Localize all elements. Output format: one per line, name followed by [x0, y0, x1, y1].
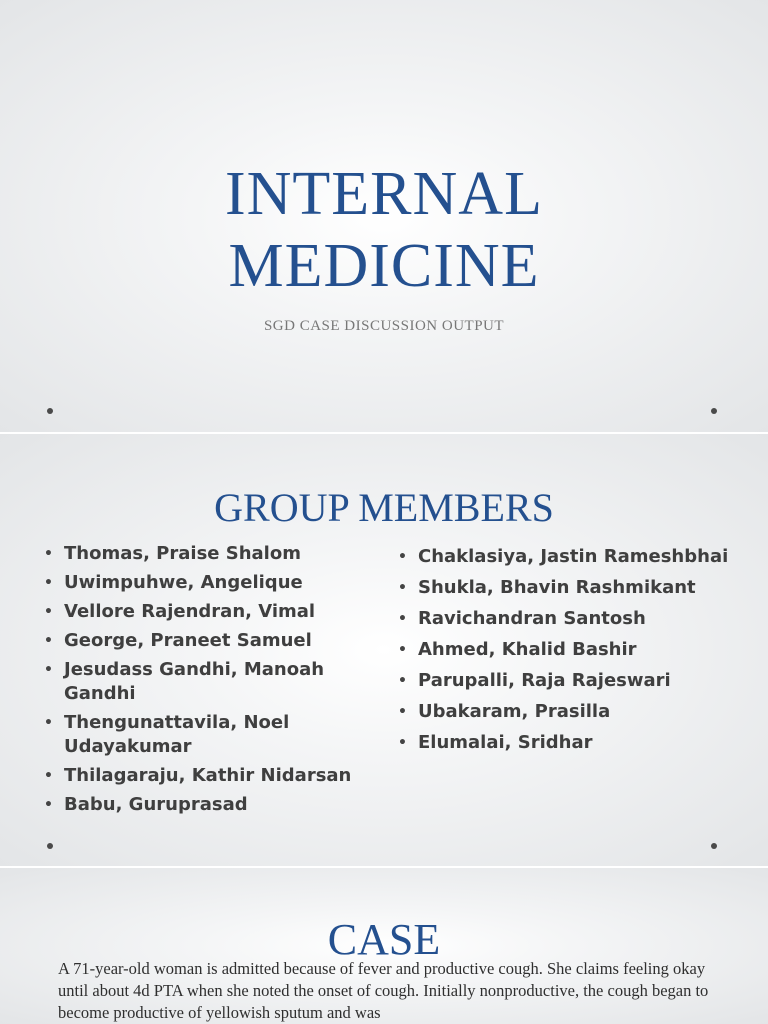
member-name: Chaklasiya, Jastin Rameshbhai [418, 546, 729, 567]
member-name: Parupalli, Raja Rajeswari [418, 670, 671, 691]
member-list-item [42, 793, 382, 817]
title-slide [0, 0, 768, 432]
title-line-1: INTERNAL [225, 160, 543, 228]
member-list-item [396, 638, 736, 662]
title-line-2: MEDICINE [228, 232, 540, 300]
member-list-item [42, 711, 382, 759]
members-list-left [42, 542, 382, 822]
case-slide [0, 868, 768, 1024]
member-name: Jesudass Gandhi, Manoah Gandhi [64, 659, 325, 704]
member-name: Ahmed, Khalid Bashir [418, 639, 637, 660]
corner-dot-right [711, 408, 717, 414]
member-list-item [396, 545, 736, 569]
member-name: Uwimpuhwe, Angelique [64, 572, 303, 593]
member-name: Shukla, Bhavin Rashmikant [418, 577, 696, 598]
corner-dot-left [47, 408, 53, 414]
member-name: Ravichandran Santosh [418, 608, 646, 629]
bullet-icon: • [44, 715, 53, 731]
members-list-right [396, 545, 736, 762]
member-name: Babu, Guruprasad [64, 794, 248, 815]
member-name: Vellore Rajendran, Vimal [64, 601, 316, 622]
member-list-item [396, 607, 736, 631]
member-list-item [396, 700, 736, 724]
member-list-item [42, 571, 382, 595]
group-members-slide [0, 434, 768, 866]
bullet-icon: • [398, 611, 407, 627]
bullet-icon: • [398, 704, 407, 720]
corner-dot-left [47, 843, 53, 849]
bullet-icon: • [44, 604, 53, 620]
member-list-item [42, 764, 382, 788]
member-list-item [396, 731, 736, 755]
bullet-icon: • [398, 549, 407, 565]
bullet-icon: • [44, 768, 53, 784]
member-list-item [42, 658, 382, 706]
member-name: Thengunattavila, Noel Udayakumar [64, 712, 290, 757]
corner-dot-right [711, 843, 717, 849]
main-title [0, 158, 768, 302]
member-list-item [42, 629, 382, 653]
bullet-icon: • [398, 735, 407, 751]
member-name: Ubakaram, Prasilla [418, 701, 611, 722]
bullet-icon: • [44, 633, 53, 649]
bullet-icon: • [44, 575, 53, 591]
member-name: George, Praneet Samuel [64, 630, 312, 651]
member-name: Elumalai, Sridhar [418, 732, 593, 753]
member-name: Thilagaraju, Kathir Nidarsan [64, 765, 352, 786]
bullet-icon: • [398, 580, 407, 596]
case-title: CASE [327, 915, 441, 964]
member-list-item [42, 542, 382, 566]
member-name: Thomas, Praise Shalom [64, 543, 301, 564]
bullet-icon: • [44, 546, 53, 562]
member-list-item [396, 669, 736, 693]
subtitle: SGD CASE DISCUSSION OUTPUT [263, 318, 505, 334]
member-list-item [42, 600, 382, 624]
section-title: GROUP MEMBERS [214, 485, 554, 530]
case-text: A 71-year-old woman is admitted because of fever and productive cough. She claims feeling okay until about 4d PTA when she noted the onset of cough. Initially nonproductive, the cough began to become productive of yellowish sputum and was [58, 959, 709, 1022]
bullet-icon: • [398, 642, 407, 658]
bullet-icon: • [44, 797, 53, 813]
bullet-icon: • [398, 673, 407, 689]
bullet-icon: • [44, 662, 53, 678]
member-list-item [396, 576, 736, 600]
